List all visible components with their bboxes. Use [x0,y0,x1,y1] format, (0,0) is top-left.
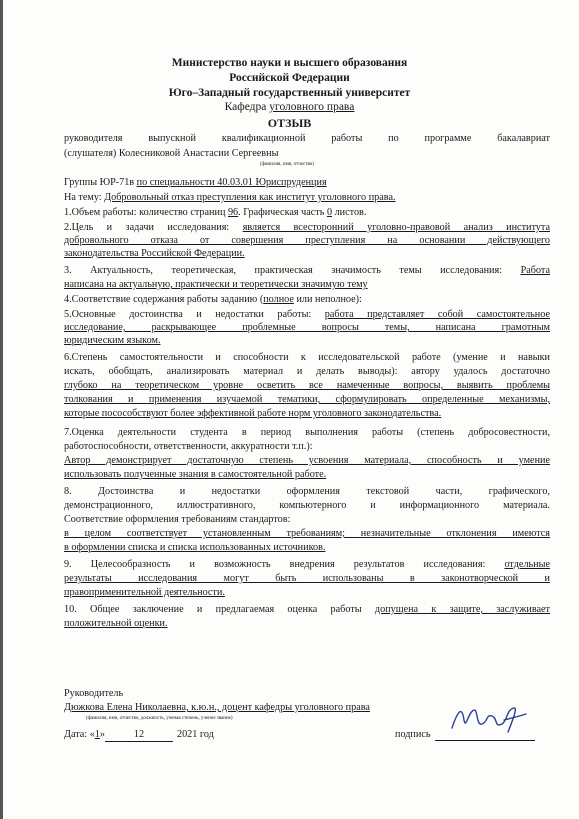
federation-line: Российской Федерации [229,72,350,84]
line-independence-4: толкования и применения изучаемой тематики, сформулировать определенные механизмы, [64,394,550,405]
department-name: уголовного права [269,101,355,113]
compliance-tail: или неполное): [293,294,362,305]
line-topic [64,192,550,204]
topic-value: Добровольный отказ преступления как институт уголовного права. [104,192,396,203]
line-goal-3: законодательства Российской Федерации. [64,248,245,259]
handwritten-signature [448,702,528,736]
implementation-label: 9. Целесообразность и возможность внедрения результатов исследования: [64,559,505,570]
merits-value: работа представляет собой самостоятельное [324,309,550,320]
line-formatting: 8. Достоинства и недостатки оформления текстовой части, графического, [64,486,550,497]
date-prefix: Дата: « [64,729,95,740]
line-evaluation-4: использовать полученные знания в самостоятельной работе. [64,469,327,480]
line-formatting-2: демонстрационного, иллюстративного, компьютерного и информационного материала. [64,500,550,511]
line-conclusion-2: положительной оценки. [64,618,168,629]
line-implementation-2: результаты исследования могут быть использованы в законотворческой и [64,573,550,584]
volume-label: 1.Объем работы: количество страниц [64,207,228,218]
signature-line [435,740,535,741]
relevance-value: Работа [520,265,550,276]
compliance-label: 4.Соответствие содержания работы заданию ( [64,294,264,305]
goal-label: 2.Цель и задачи исследования: [64,222,243,233]
line-formatting-3: Соответствие оформления требованиям стандартов: [64,514,291,525]
line-evaluation: 7.Оценка деятельности студента в период выполнения работы (степень добросовестности, [64,427,550,438]
compliance-value: полное [263,294,294,305]
line-compliance [64,294,550,306]
line-relevance [64,265,550,277]
line-evaluation-3: Автор демонстрирует достаточную степень усвоения материала, способность и умение [64,455,550,466]
implementation-value: отдельные [504,559,550,570]
line-supervisor: руководителя выпускной квалификационной работы по программе бакалавриат [64,133,550,144]
line-conclusion [64,604,550,616]
group-label: Группы ЮР-71в [64,177,137,188]
line-implementation-3: правоприменительной деятельности. [64,587,225,598]
supervisor-role: Руководитель [64,688,124,699]
line-evaluation-2: работоспособности, ответственности, аккуратности т.п.): [64,441,313,452]
line-goal [64,222,550,234]
line-independence-2: искать, обобщать, анализировать материал и делать выводы): автору удалось достаточно [64,366,550,377]
conclusion-label: 10. Общее заключение и предлагаемая оценка работы [64,604,375,615]
signature-label: подпись [395,729,431,740]
document-title: ОТЗЫВ [267,116,312,130]
date-day: 1 [94,729,100,740]
ministry-line: Министерство науки и высшего образования [171,57,408,69]
date-month: 12 [105,729,173,742]
merits-label: 5.Основные достоинства и недостатки работы: [64,309,325,320]
line-goal-2: добровольного отказа от совершения преступления на основании действующего [64,235,550,246]
date-mid: » [99,729,105,740]
line-implementation [64,559,550,571]
line-student: (слушателя) Колесниковой Анастасии Сергеевны [64,148,279,159]
conclusion-value: допущена к защите, заслуживает [374,604,550,615]
line-merits-3: юридическим языком. [64,335,161,346]
specialty: по специальности 40.03.01 Юриспруденция [136,177,327,188]
line-formatting-4: в целом соответствует установленным требованиям; незначительные отклонения имеются [64,528,550,539]
line-independence: 6.Степень самостоятельности и способности к исследовательской работе (умение и навыки [64,352,550,363]
supervisor-name: Дюжкова Елена Николаевна, к.ю.н., доцент кафедры уголовного права [64,702,370,713]
university-line: Юго–Западный государственный университет [168,87,411,99]
relevance-label: 3. Актуальность, теоретическая, практическая значимость темы исследования: [64,265,521,276]
sheets-count: 0 [326,207,333,218]
graphic-label: . Графическая часть [238,207,327,218]
topic-label: На тему: [64,192,105,203]
department-line [0,101,579,113]
supervisor-hint: (фамилия, имя, отчество, должность, ученая степень, ученое звание) [86,716,233,721]
date-year: 2021 год [176,729,214,740]
line-independence-5: которые посособствуют более эффективной работе норм уголовного законодательства. [64,408,442,419]
department-prefix: Кафедра [224,101,267,113]
pages-count: 96 [227,207,239,218]
line-relevance-2: написана на актуальную, практически и теоретически значимую тему [64,279,368,290]
line-independence-3: глубоко на теоретическом уровне осветить все намеченные вопросы, выявить проблемы [64,380,550,391]
line-merits-2: исследование, раскрывающее проблемные вопросы темы, написана грамотным [64,322,550,333]
line-group [64,177,550,189]
student-hint: (фамилия, имя, отчество) [260,162,314,167]
line-merits [64,309,550,321]
line-formatting-5: в оформлении списка и списка использованных источников. [64,542,326,553]
sheets-label: листов. [332,207,367,218]
date-line [64,729,424,742]
goal-value: является всесторонний уголовно-правовой анализ института [242,222,550,233]
line-volume [64,207,550,219]
